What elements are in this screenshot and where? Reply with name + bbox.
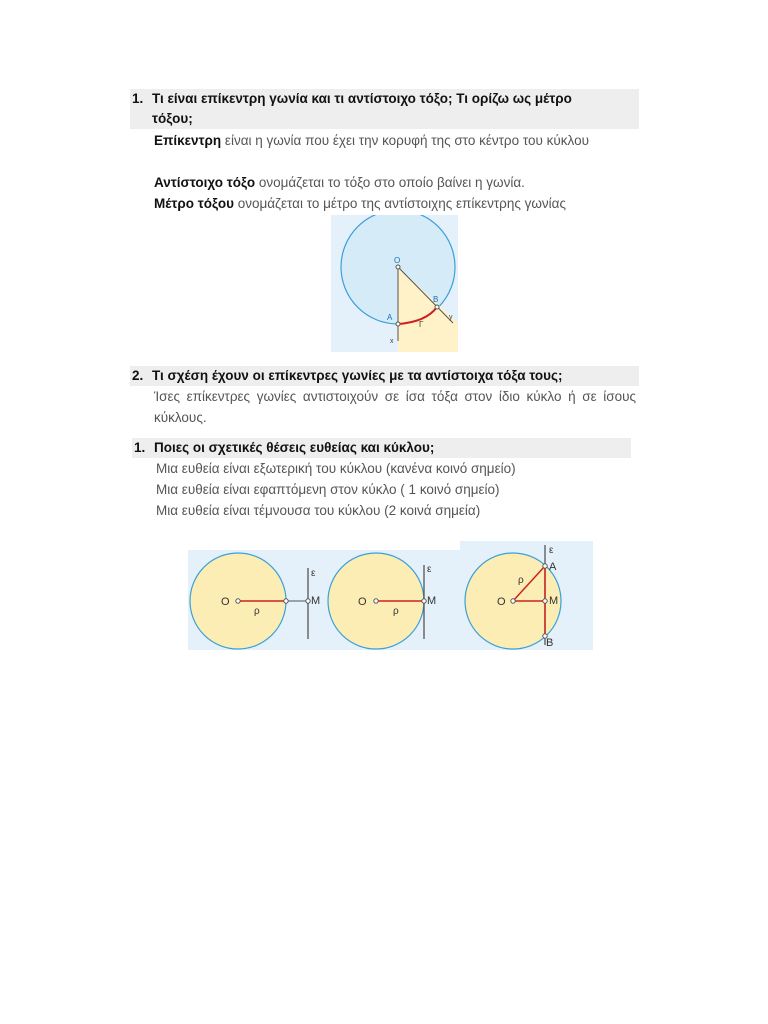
- label-x: x: [390, 338, 394, 345]
- point-m-exterior: [306, 599, 310, 603]
- label-rho-2: ρ: [393, 606, 399, 617]
- center-secant: [511, 599, 515, 603]
- label-o-3: O: [497, 596, 506, 608]
- point-a: [396, 322, 400, 326]
- definition-central-angle: [154, 131, 636, 152]
- point-exterior: [284, 599, 288, 603]
- center-exterior: [236, 599, 240, 603]
- question-3-number: 1.: [134, 440, 146, 455]
- question-2-title: Τι σχέση έχουν οι επίκεντρες γωνίες με τα αντίστοιχα τόξα τους;: [152, 368, 563, 383]
- label-rho-3: ρ: [518, 575, 524, 586]
- label-o: O: [394, 256, 401, 265]
- point-m-secant: [543, 599, 547, 603]
- label-m-2: M: [427, 595, 437, 607]
- question-1-heading-cont: [130, 109, 639, 129]
- question-2-number: 2.: [132, 368, 144, 383]
- label-o-1: O: [221, 596, 230, 608]
- point-b: [435, 305, 439, 309]
- line-exterior: Μια ευθεία είναι εξωτερική του κύκλου (κανένα κοινό σημείο): [156, 461, 516, 476]
- question-2-heading: [130, 366, 639, 386]
- label-a: A: [387, 313, 393, 322]
- central-angle-figure: [331, 215, 458, 352]
- question-1-title-line2: τόξου;: [152, 111, 193, 126]
- term-central-angle: Επίκεντρη: [154, 133, 222, 148]
- term-arc-measure: Μέτρο τόξου: [154, 196, 234, 211]
- term-corresponding-arc: Αντίστοιχο τόξο: [154, 175, 256, 190]
- text-central-angle: είναι η γωνία που έχει την κορυφή της στο κέντρο του κύκλου: [221, 133, 589, 148]
- label-rho-1: ρ: [254, 606, 260, 617]
- label-b-3: B: [546, 637, 554, 649]
- central-angle-diagram: [331, 215, 458, 352]
- label-eps-3: ε: [549, 545, 554, 556]
- label-m-3: M: [549, 595, 559, 607]
- point-m-tangent: [422, 599, 426, 603]
- label-a-3: A: [549, 561, 557, 573]
- label-gamma: Γ: [419, 320, 424, 329]
- question-1-title-line1: Τι είναι επίκεντρη γωνία και τι αντίστοιχο τόξο; Τι ορίζω ως μέτρο: [152, 91, 572, 106]
- question-2-answer: Ίσες επίκεντρες γωνίες αντιστοιχούν σε ίσα τόξα στον ίδιο κύκλο ή σε ίσους κύκλους.: [154, 389, 636, 425]
- line-circle-diagram: [188, 541, 593, 650]
- label-eps-1: ε: [311, 568, 316, 579]
- question-1-heading: [130, 89, 639, 109]
- definition-arc-measure: [154, 194, 636, 215]
- center-tangent: [374, 599, 378, 603]
- question-3-heading: [132, 438, 631, 458]
- label-y: y: [449, 314, 453, 321]
- line-secant: Μια ευθεία είναι τέμνουσα του κύκλου (2 κοινά σημεία): [156, 503, 481, 518]
- label-eps-2: ε: [427, 564, 432, 575]
- label-o-2: O: [358, 596, 367, 608]
- label-m-1: M: [311, 595, 321, 607]
- point-a-secant: [543, 564, 547, 568]
- point-o: [396, 265, 400, 269]
- label-b: B: [433, 295, 439, 304]
- definition-corresponding-arc: [154, 173, 636, 194]
- text-arc-measure: ονομάζεται το μέτρο της αντίστοιχης επίκεντρης γωνίας: [233, 196, 566, 211]
- question-3-title: Ποιες οι σχετικές θέσεις ευθείας και κύκλου;: [154, 440, 435, 455]
- line-tangent: Μια ευθεία είναι εφαπτόμενη στον κύκλο ( 1 κοινό σημείο): [156, 482, 500, 497]
- text-corresponding-arc: ονομάζεται το τόξο στο οποίο βαίνει η γωνία.: [255, 175, 525, 190]
- question-1-number: 1.: [132, 91, 144, 106]
